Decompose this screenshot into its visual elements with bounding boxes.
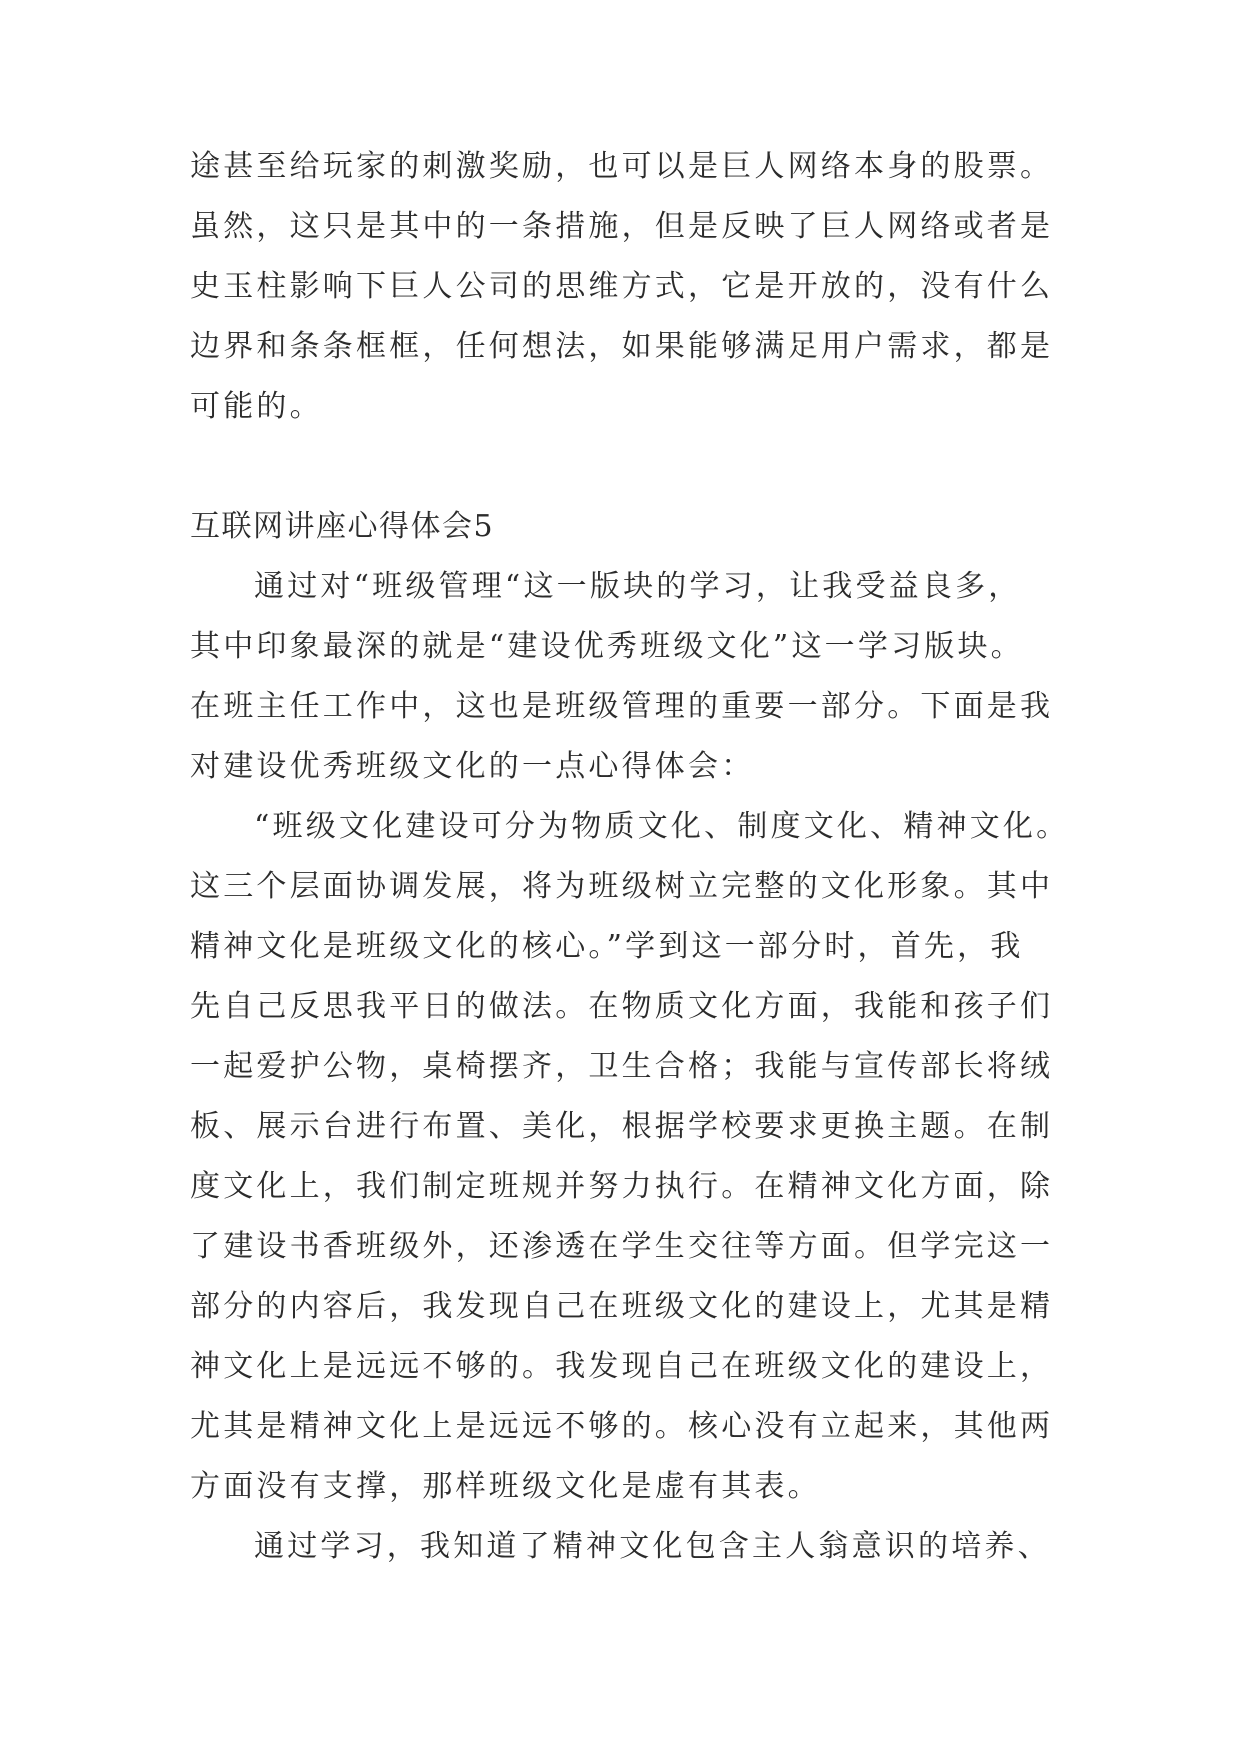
text-line: 虽然，这只是其中的一条措施，但是反映了巨人网络或者是 [190,209,1054,244]
text-line: 方面没有支撑，那样班级文化是虚有其表。 [190,1469,821,1504]
text-line: 板、展示台进行布置、美化，根据学校要求更换主题。在制 [190,1109,1054,1144]
text-line: 史玉柱影响下巨人公司的思维方式，它是开放的，没有什么 [190,269,1054,304]
text-line: 通过学习，我知道了精神文化包含主人翁意识的培养、 [254,1529,1051,1564]
section-title: 互联网讲座心得体会5 [190,509,495,544]
text-line: 途甚至给玩家的刺激奖励，也可以是巨人网络本身的股票。 [190,149,1054,184]
text-line: 了建设书香班级外，还渗透在学生交往等方面。但学完这一 [190,1229,1054,1264]
text-line: “班级文化建设可分为物质文化、制度文化、精神文化。 [254,809,1070,844]
text-line: 精神文化是班级文化的核心。”学到这一部分时，首先，我 [190,929,1024,964]
text-line: 可能的。 [190,389,323,424]
text-line: 这三个层面协调发展，将为班级树立完整的文化形象。其中 [190,869,1054,904]
text-line: 神文化上是远远不够的。我发现自己在班级文化的建设上， [190,1349,1054,1384]
text-line: 边界和条条框框，任何想法，如果能够满足用户需求，都是 [190,329,1054,364]
text-line: 通过对“班级管理“这一版块的学习，让我受益良多， [254,569,1022,604]
text-line: 度文化上，我们制定班规并努力执行。在精神文化方面，除 [190,1169,1054,1204]
text-line: 尤其是精神文化上是远远不够的。核心没有立起来，其他两 [190,1409,1054,1444]
text-line: 部分的内容后，我发现自己在班级文化的建设上，尤其是精 [190,1289,1054,1324]
text-line: 先自己反思我平日的做法。在物质文化方面，我能和孩子们 [190,989,1054,1024]
text-line: 一起爱护公物，桌椅摆齐，卫生合格；我能与宣传部长将绒 [190,1049,1054,1084]
text-line: 其中印象最深的就是“建设优秀班级文化”这一学习版块。 [190,629,1024,664]
text-line: 在班主任工作中，这也是班级管理的重要一部分。下面是我 [190,689,1054,724]
text-line: 对建设优秀班级文化的一点心得体会： [190,749,755,784]
